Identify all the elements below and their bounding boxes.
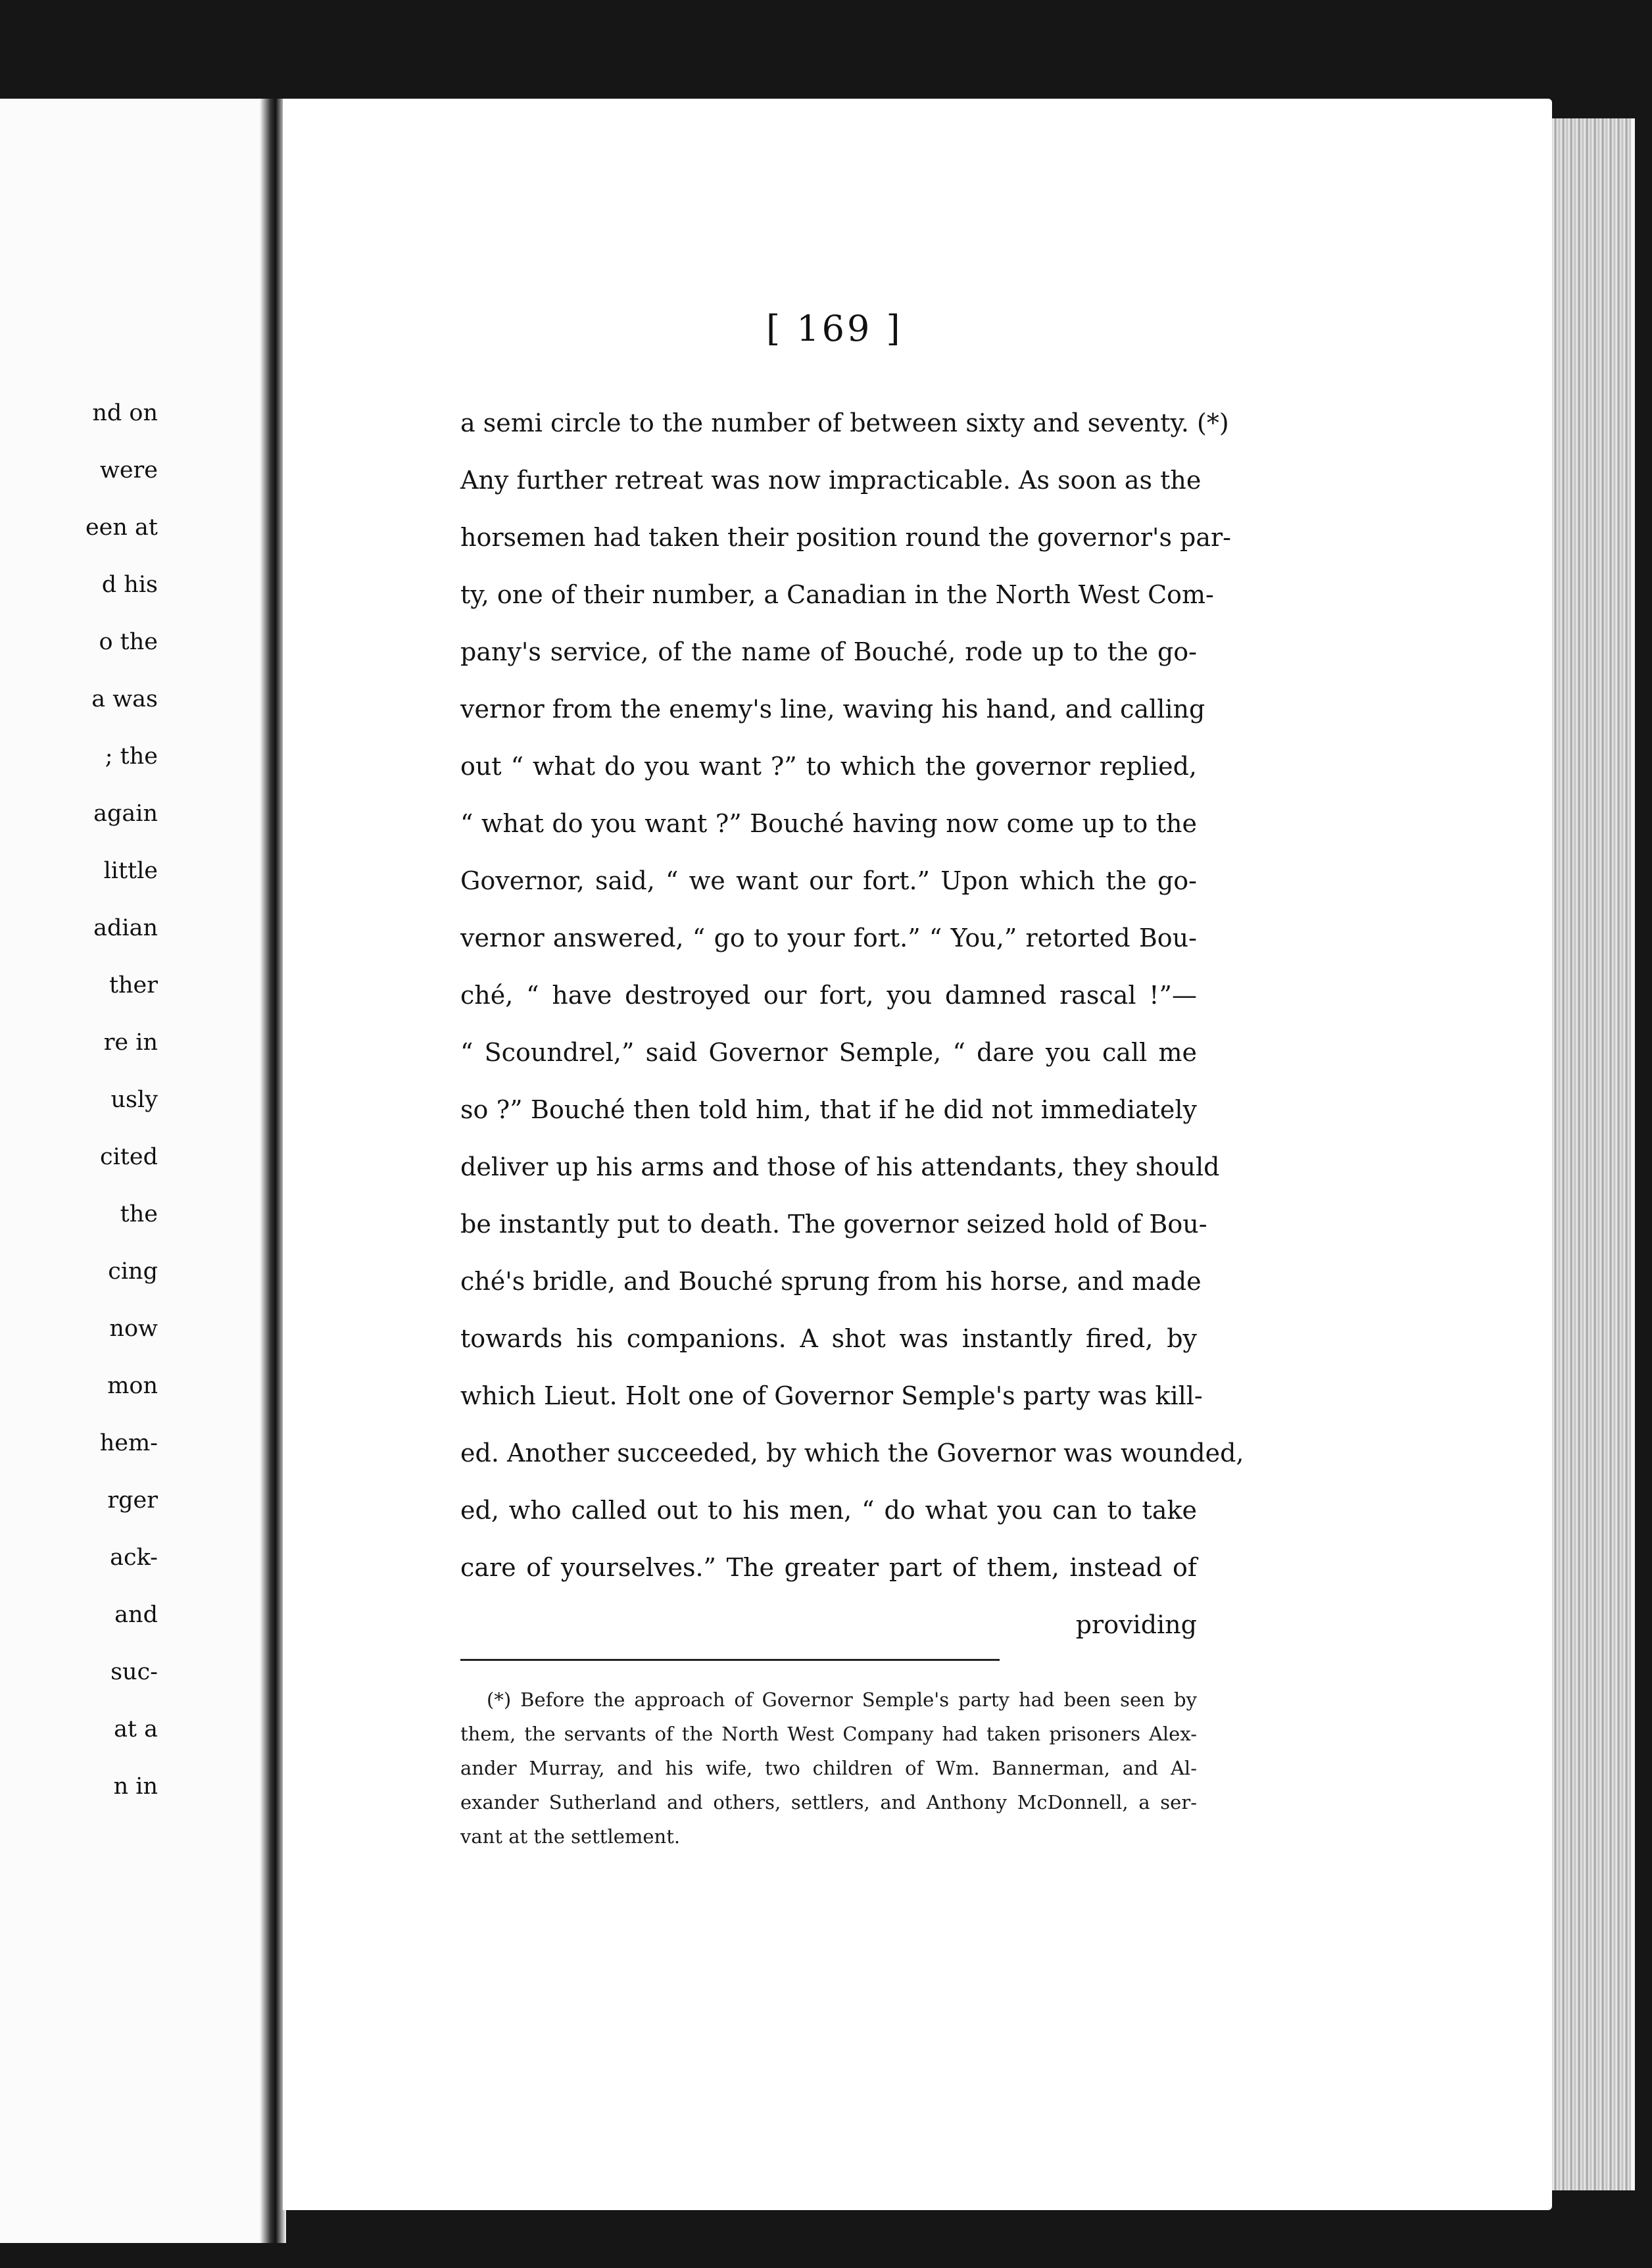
body-text xyxy=(460,395,1244,1654)
left-line: at a xyxy=(114,1716,158,1742)
text-line: vernor from the enemy's line, waving his hand, and calling xyxy=(460,695,1205,724)
left-line: re in xyxy=(103,1029,158,1056)
text-line: ché's bridle, and Bouché sprung from his horse, and made xyxy=(460,1267,1202,1296)
left-line: again xyxy=(93,801,158,827)
left-line: mon xyxy=(107,1373,158,1399)
left-line: ; the xyxy=(105,743,158,770)
left-line: nd on xyxy=(92,400,158,426)
left-line: o the xyxy=(99,629,158,655)
page-number: [ 169 ] xyxy=(766,308,903,349)
left-line: n in xyxy=(113,1773,158,1800)
text-line: towards his companions. A shot was instantly fired, by xyxy=(460,1324,1197,1353)
text-line: “ Scoundrel,” said Governor Semple, “ dare you call me xyxy=(460,1038,1197,1067)
catchword: providing xyxy=(1075,1610,1197,1639)
footnote-line: exander Sutherland and others, settlers, and Anthony McDonnell, a ser- xyxy=(460,1791,1197,1813)
left-line: now xyxy=(109,1316,158,1342)
text-line: horsemen had taken their position round the governor's par- xyxy=(460,523,1232,552)
left-line: cing xyxy=(108,1258,158,1285)
book-gutter xyxy=(260,99,286,2243)
left-line: the xyxy=(120,1201,158,1227)
text-line: out “ what do you want ?” to which the governor replied, xyxy=(460,752,1197,781)
text-line: be instantly put to death. The governor seized hold of Bou- xyxy=(460,1210,1207,1239)
left-page-text-fragments xyxy=(0,99,276,2243)
left-line: ther xyxy=(109,972,158,998)
text-line: which Lieut. Holt one of Governor Semple's party was kill- xyxy=(460,1381,1203,1410)
text-line: Any further retreat was now impracticable. As soon as the xyxy=(460,466,1202,495)
text-line: pany's service, of the name of Bouché, rode up to the go- xyxy=(460,637,1197,666)
left-line: d his xyxy=(101,572,158,598)
text-line: Governor, said, “ we want our fort.” Upon which the go- xyxy=(460,866,1197,895)
left-line: a was xyxy=(91,686,158,712)
left-line: suc- xyxy=(110,1659,158,1685)
text-line: ed. Another succeeded, by which the Governor was wounded, xyxy=(460,1439,1244,1467)
footnote-line: ander Murray, and his wife, two children of Wm. Bannerman, and Al- xyxy=(460,1757,1197,1779)
left-line: een at xyxy=(85,514,158,541)
left-line: ack- xyxy=(110,1544,158,1571)
left-page xyxy=(0,99,276,2243)
text-line: vernor answered, “ go to your fort.” “ You,” retorted Bou- xyxy=(460,924,1197,952)
footnote-rule xyxy=(460,1659,1000,1661)
text-line: deliver up his arms and those of his attendants, they should xyxy=(460,1152,1220,1181)
text-line: ed, who called out to his men, “ do what you can to take xyxy=(460,1496,1197,1525)
left-line: cited xyxy=(100,1144,158,1170)
text-line: ty, one of their number, a Canadian in the North West Com- xyxy=(460,580,1214,609)
text-line: ché, “ have destroyed our fort, you damned rascal !”— xyxy=(460,981,1197,1010)
text-line: care of yourselves.” The greater part of them, instead of xyxy=(460,1553,1197,1582)
footnote xyxy=(460,1683,1197,1854)
left-line: and xyxy=(114,1602,158,1628)
text-line: so ?” Bouché then told him, that if he did not immediately xyxy=(460,1095,1197,1124)
text-line: “ what do you want ?” Bouché having now come up to the xyxy=(460,809,1197,838)
text-line: a semi circle to the number of between sixty and seventy. (*) xyxy=(460,408,1229,437)
left-line: adian xyxy=(93,915,158,941)
left-line: little xyxy=(103,858,158,884)
footnote-line: them, the servants of the North West Company had taken prisoners Alex- xyxy=(460,1723,1197,1745)
left-line: usly xyxy=(110,1087,158,1113)
footnote-line: vant at the settlement. xyxy=(460,1825,681,1848)
left-line: hem- xyxy=(99,1430,158,1456)
footnote-line: (*) Before the approach of Governor Semple's party had been seen by xyxy=(487,1689,1197,1711)
left-line: rger xyxy=(107,1487,158,1514)
left-line: were xyxy=(99,457,158,483)
